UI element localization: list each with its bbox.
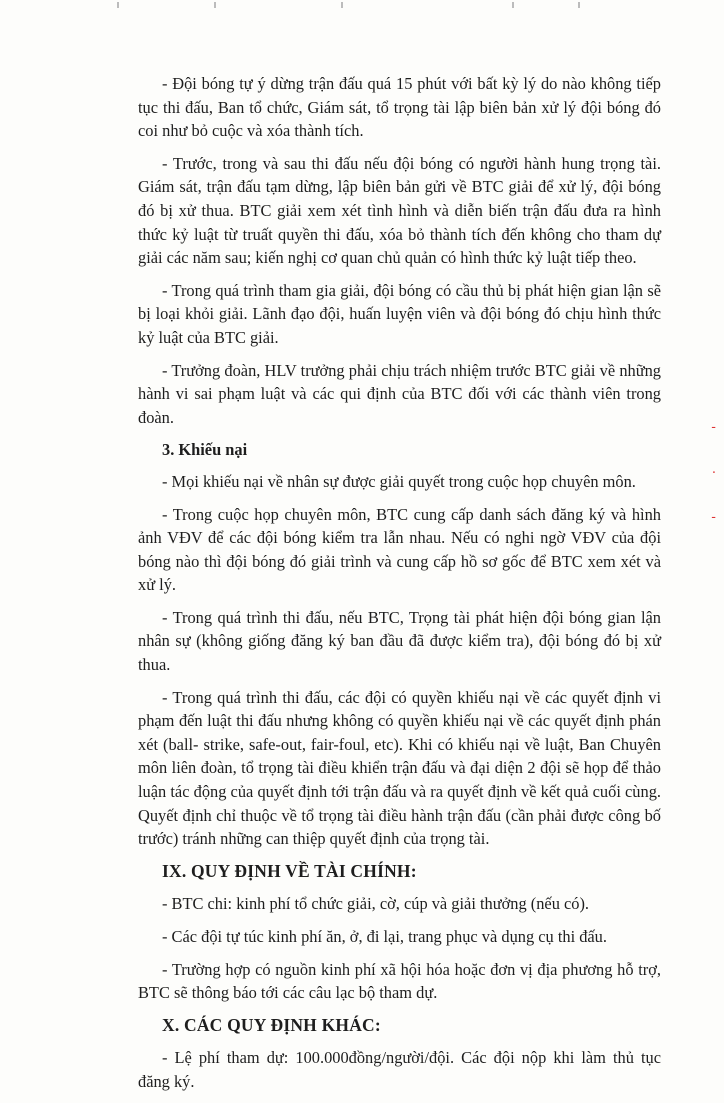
paragraph: - Trong quá trình thi đấu, nếu BTC, Trọng tài phát hiện đội bóng gian lận nhân sự (không giống đăng ký ban đầu đã được kiểm tra), đội bóng đó bị xử thua. — [138, 607, 661, 675]
paragraph: - Mọi khiếu nại về nhân sự được giải quyết trong cuộc họp chuyên môn. — [162, 471, 636, 491]
scan-edge-marks — [0, 2, 724, 12]
document-body — [138, 72, 661, 1103]
section-heading-finance: IX. QUY ĐỊNH VỀ TÀI CHÍNH: — [162, 860, 417, 881]
paragraph: - Trong quá trình tham gia giải, đội bóng có cầu thủ bị phát hiện gian lận sẽ bị loại khỏi giải. Lãnh đạo đội, huấn luyện viên và đội bóng đó chịu hình thức kỷ luật của BTC giải. — [138, 280, 661, 347]
section-heading-complaints: 3. Khiếu nại — [162, 440, 248, 460]
paragraph: - Trường hợp có nguồn kinh phí xã hội hóa hoặc đơn vị địa phương hỗ trợ, BTC sẽ thông báo tới các câu lạc bộ tham dự. — [138, 959, 661, 1003]
stamp-edge-mark: - — [711, 510, 716, 525]
stamp-edge-mark: · — [711, 466, 716, 481]
paragraph: - BTC chi: kinh phí tổ chức giải, cờ, cúp và giải thưởng (nếu có). — [162, 894, 590, 914]
section-heading-other-rules: X. CÁC QUY ĐỊNH KHÁC: — [162, 1014, 381, 1035]
paragraph: - Trưởng đoàn, HLV trưởng phải chịu trách nhiệm trước BTC giải về những hành vi sai phạm luật và các qui định của BTC đối với các thành viên trong đoàn. — [138, 360, 661, 427]
paragraph: - Trước, trong và sau thi đấu nếu đội bóng có người hành hung trọng tài. Giám sát, trận đấu tạm dừng, lập biên bản gửi về BTC giải để xử lý, đội bóng đó bị xử thua. BTC giải xem xét tình hình và diễn biến trận đấu đưa ra hình thức kỷ luật từ truất quyền thi đấu, xóa bỏ thành tích đến không cho tham dự giải các năm sau; kiến nghị cơ quan chủ quản có hình thức kỷ luật tiếp theo. — [138, 153, 661, 268]
stamp-edge-mark: - — [711, 420, 716, 435]
paragraph: - Các đội tự túc kinh phí ăn, ở, đi lại, trang phục và dụng cụ thi đấu. — [162, 927, 607, 946]
paragraph: - Trong cuộc họp chuyên môn, BTC cung cấp danh sách đăng ký và hình ảnh VĐV để các đội bóng kiểm tra lẫn nhau. Nếu có nghi ngờ VĐV của đội bóng nào thì đội bóng đó giải trình và cung cấp hồ sơ gốc để BTC xem xét và xử lý. — [138, 504, 661, 595]
paragraph: - Lệ phí tham dự: 100.000đồng/người/đội. Các đội nộp khi làm thủ tục đăng ký. — [138, 1048, 661, 1091]
paragraph: - Trong quá trình thi đấu, các đội có quyền khiếu nại về các quyết định vi phạm đến luật thi đấu nhưng không có quyền khiếu nại về các quyết định phán xét (ball- strike, safe-out, fair-foul, etc). Khi có khiếu nại về luật, Ban Chuyên môn liên đoàn, tổ trọng tài điều khiển trận đấu và đại diện 2 đội sẽ họp để thảo luận tác động của quyết định tới trận đấu và ra quyết định về kết quả cuối cùng. Quyết định chỉ thuộc về tổ trọng tài điều hành trận đấu (cần phải được công bố trước) tránh những can thiệp quyết định của trọng tài. — [138, 687, 661, 849]
paragraph: - Đội bóng tự ý dừng trận đấu quá 15 phút với bất kỳ lý do nào không tiếp tục thi đấu, Ban tổ chức, Giám sát, tổ trọng tài lập biên bản xử lý đội bóng đó coi như bỏ cuộc và xóa thành tích. — [138, 74, 661, 141]
